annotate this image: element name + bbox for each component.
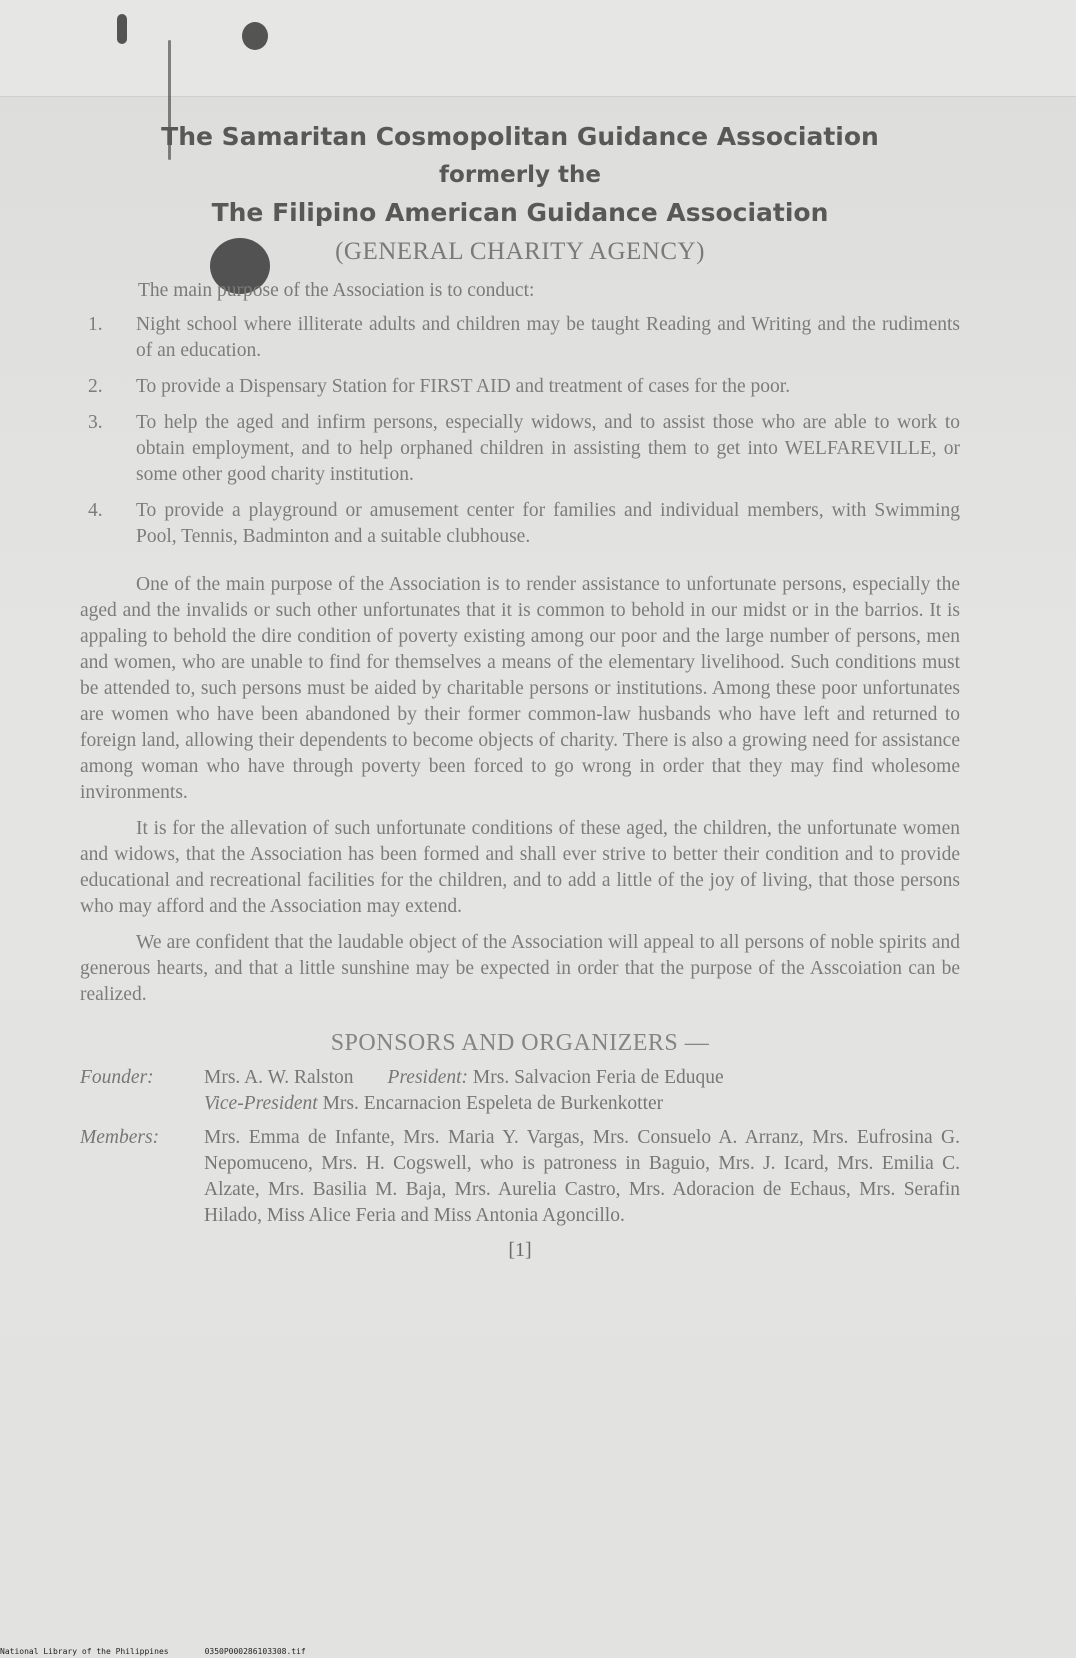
list-text: Night school where illiterate adults and children may be taught Reading and Writing and the rudiments of an education. (136, 314, 960, 361)
intro-text: The main purpose of the Association is to conduct: (138, 280, 535, 301)
library-credit: National Library of the Philippines (0, 1647, 169, 1656)
members-label: Members: (80, 1127, 160, 1148)
president-label: President: (387, 1067, 469, 1088)
scan-top-band (0, 0, 1076, 97)
list-item (80, 374, 960, 400)
founder-row (80, 1065, 960, 1117)
list-number: 4. (88, 500, 103, 521)
president-name: Mrs. Salvacion Feria de Eduque (472, 1067, 724, 1088)
ink-stain (242, 22, 268, 50)
list-text: To provide a playground or amusement center for families and individual members, with Swimming Pool, Tennis, Badminton and a suitable clubhouse. (136, 500, 960, 547)
founder-name: Mrs. A. W. Ralston (204, 1067, 354, 1088)
page-number: [1] (508, 1239, 532, 1261)
title-line-2: formerly the (439, 162, 601, 188)
founder-label: Founder: (80, 1067, 154, 1088)
ink-stain (117, 14, 127, 44)
purpose-list (80, 312, 960, 550)
list-item (80, 312, 960, 364)
subtitle: (GENERAL CHARITY AGENCY) (335, 238, 705, 265)
vice-president-label: Vice-President (204, 1093, 318, 1114)
vice-president-name: Mrs. Encarnacion Espeleta de Burkenkotter (322, 1093, 664, 1114)
members-list: Mrs. Emma de Infante, Mrs. Maria Y. Vargas, Mrs. Consuelo A. Arranz, Mrs. Eufrosina G. Nepomuceno, Mrs. H. Cogswell, who is patroness in Baguio, Mrs. J. Icard, Mrs. Emilia C. Alzate, Mrs. Basilia M. Baja, Mrs. Aurelia Castro, Mrs. Adoracion de Echaus, Mrs. Serafin Hilado, Miss Alice Feria and Miss Antonia Agoncillo. (204, 1127, 960, 1226)
body-paragraph: It is for the allevation of such unfortunate conditions of these aged, the children, the unfortunate women and widows, that the Association has been formed and shall ever strive to better their condition and to provide educational and recreational facilities for the children, and to add a little of the joy of living, that those persons who may afford and the Association may extend. (80, 818, 960, 917)
list-number: 2. (88, 376, 103, 397)
body-paragraph: One of the main purpose of the Association is to render assistance to unfortunate persons, especially the aged and the invalids or such other unfortunates that it is common to behold in our midst or in the barrios. It is appaling to behold the dire condition of poverty existing among our poor and the large number of persons, men and women, who are unable to find for themselves a means of the elementary livelihood. Such conditions must be attended to, such persons must be aided by charitable persons or institutions. Among these poor unfortunates are women who have been abandoned by their former common-law husbands who have left and returned to foreign land, allowing their dependents to become objects of charity. There is also a growing need for assistance among woman who have through poverty been forced to go wrong in order that they may find wholesome invironments. (80, 574, 960, 803)
members-row (80, 1125, 960, 1229)
title-line-1: The Samaritan Cosmopolitan Guidance Association (161, 122, 879, 151)
body-paragraph: We are confident that the laudable object of the Association will appeal to all persons of noble spirits and generous hearts, and that a little sunshine may be expected in order that the purpose of the Asscoiation can be realized. (80, 932, 960, 1005)
list-number: 3. (88, 412, 103, 433)
scan-footer (0, 1647, 306, 1656)
list-number: 1. (88, 314, 103, 335)
title-line-3: The Filipino American Guidance Association (211, 198, 829, 227)
sponsors-heading: SPONSORS AND ORGANIZERS — (330, 1030, 710, 1056)
list-item (80, 410, 960, 488)
list-text: To help the aged and infirm persons, especially widows, and to assist those who are able to work to obtain employment, and to help orphaned children in assisting them to get into WELFAREVILLE, or some other good charity institution. (136, 412, 960, 485)
document-content (80, 118, 960, 1262)
founder-details (204, 1065, 960, 1117)
list-text: To provide a Dispensary Station for FIRST AID and treatment of cases for the poor. (136, 376, 791, 397)
list-item (80, 498, 960, 550)
file-name: 0350P000286103308.tif (204, 1647, 306, 1656)
